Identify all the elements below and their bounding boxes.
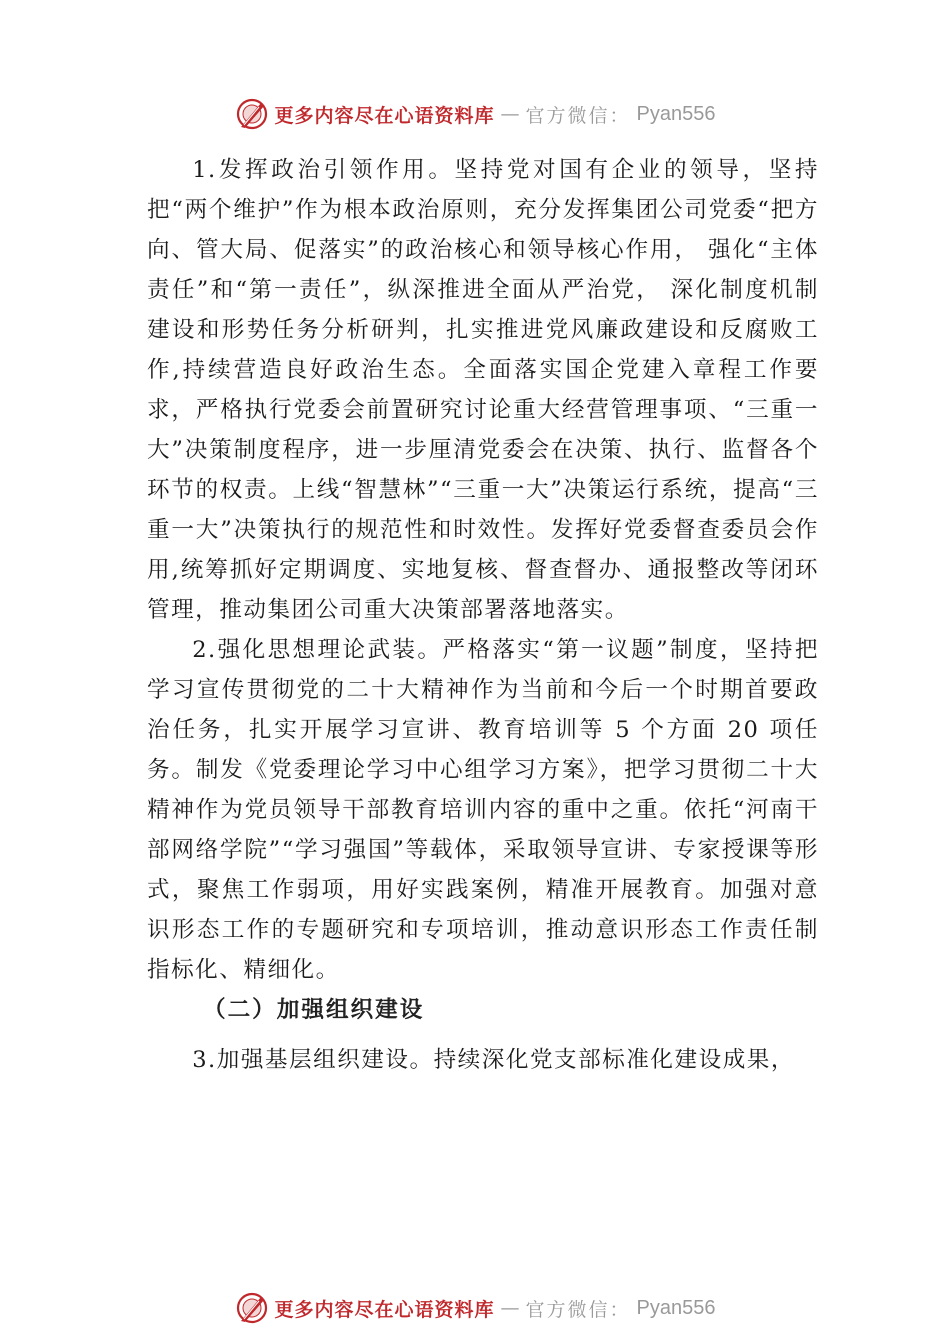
- paragraph-2: 2.强化思想理论武装。严格落实“第一议题”制度，坚持把学习宣传贯彻党的二十大精神作为当前和今后一个时期首要政治任务，扎实开展学习宣讲、教育培训等 5 个方面 20 项任务。制发《党委理论学习中心组学习方案》，把学习贯彻二十大精神作为党员领导干部教育培训内容的重中之重。依托“河南干部网络学院”“学习强国”等载体，采取领导宣讲、专家授课等形式，聚焦工作弱项，用好实践案例，精准开展教育。加强对意识形态工作的专题研究和专项培训，推动意识形态工作责任制指标化、精细化。: [147, 637, 819, 983]
- watermark-dash: —: [500, 103, 520, 125]
- watermark-wechat-id: Pyan556: [636, 1296, 716, 1319]
- watermark-label: 官方微信：: [525, 104, 631, 127]
- watermark-dash: —: [500, 1297, 520, 1319]
- watermark-label: 官方微信：: [525, 1298, 631, 1321]
- section-heading: （二）加强组织建设: [203, 997, 425, 1023]
- paragraph-1: 1.发挥政治引领作用。坚持党对国有企业的领导，坚持把“两个维护”作为根本政治原则，充分发挥集团公司党委“把方向、管大局、促落实”的政治核心和领导核心作用， 强化“主体责任”和“第一责任”，纵深推进全面从严治党， 深化制度机制建设和形势任务分析研判，扎实推进党风廉政建设和反腐败工作,持续营造良好政治生态。全面落实国企党建入章程工作要求，严格执行党委会前置研究讨论重大经营管理事项、“三重一大”决策制度程序，进一步厘清党委会在决策、执行、监督各个环节的权责。上线“智慧林”“三重一大”决策运行系统，提高“三重一大”决策执行的规范性和时效性。发挥好党委督查委员会作用,统筹抓好定期调度、实地复核、督查督办、通报整改等闭环管理，推动集团公司重大决策部署落地落实。: [147, 157, 819, 623]
- document-body: [147, 150, 819, 1080]
- footer-watermark: [0, 1288, 950, 1328]
- paragraph-3: 3.加强基层组织建设。持续深化党支部标准化建设成果，: [192, 1047, 795, 1073]
- watermark-main-text: 更多内容尽在心语资料库: [274, 104, 495, 127]
- quill-pen-seal-icon: [235, 97, 269, 131]
- quill-pen-seal-icon: [235, 1291, 269, 1325]
- header-watermark: [0, 94, 950, 134]
- watermark-main-text: 更多内容尽在心语资料库: [274, 1298, 495, 1321]
- watermark-wechat-id: Pyan556: [636, 102, 716, 125]
